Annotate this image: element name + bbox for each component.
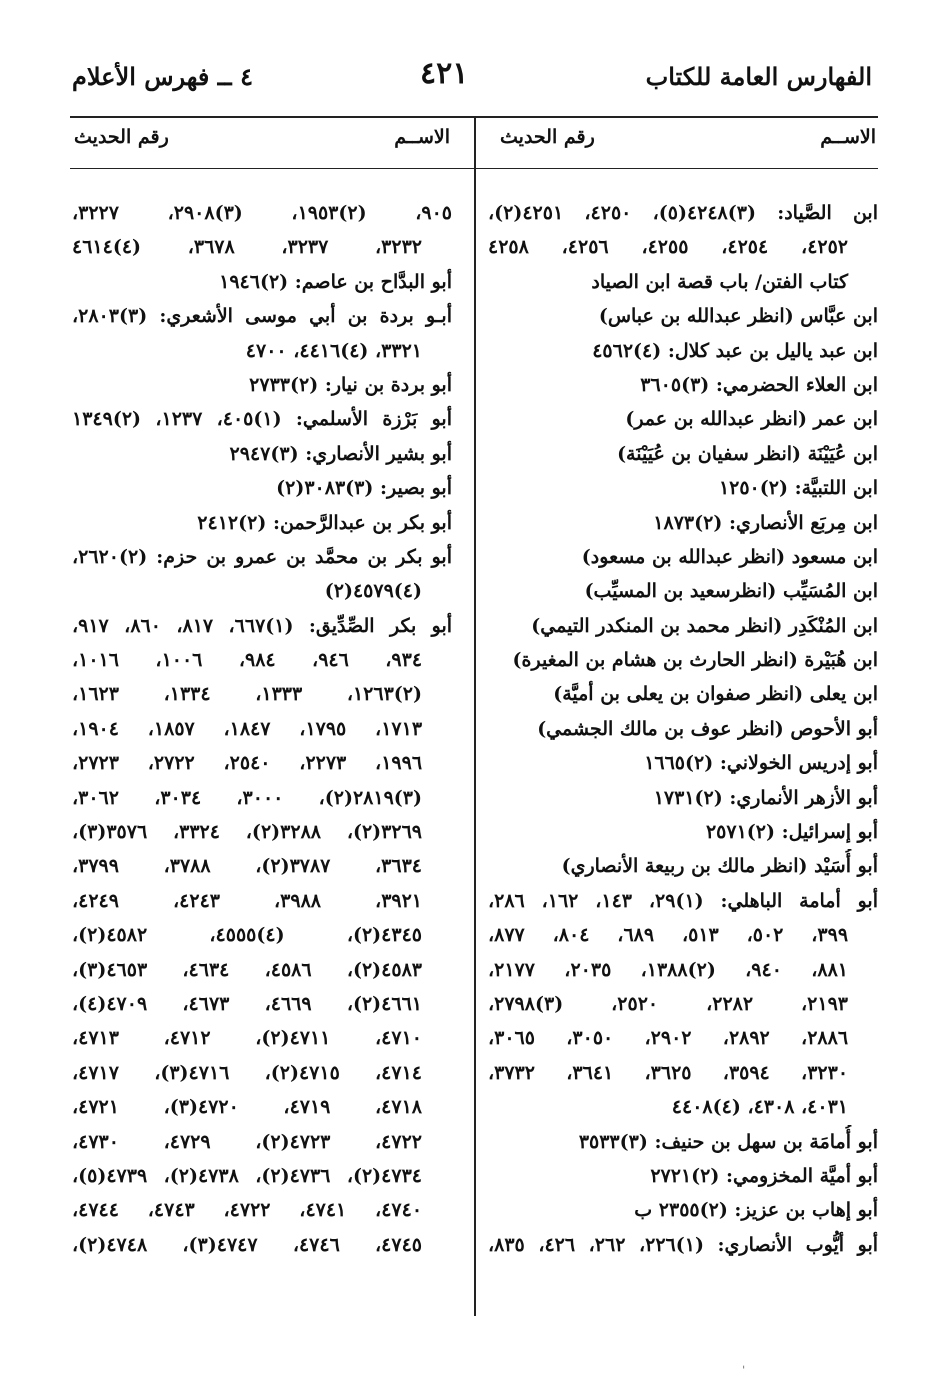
index-line: ابن هُبَيْرة (انظر الحارث بن هشام بن المغيرة) — [512, 649, 878, 672]
index-line: أبو أميَّة المخزومي: (٢)٢٧٢١ — [650, 1164, 878, 1187]
scan-mark: ˌ — [742, 1356, 746, 1370]
index-line: أبو أيُّوب الأنصاري: (١)٢٢٦، ٢٦٢، ٤٢٦، ٨٣٥، — [488, 1233, 878, 1256]
index-line: ابن يعلى (انظر صفوان بن يعلى بن أميَّة) — [553, 683, 878, 706]
index-line: أبو بكر بن محمَّد بن عمرو بن حزم: (٢)٢٦٢٠، — [72, 545, 452, 568]
index-line: ٤٧٣٤(٢)، ٤٧٣٦(٢)، ٤٧٣٨(٢)، ٤٧٣٩(٥)، — [72, 1164, 422, 1187]
index-line: أبو إهاب بن عزيز: (٢)٢٣٥٥ ب — [634, 1199, 878, 1222]
index-line: ٣٣٢١، (٤)٤٤١٦، ٤٧٠٠ — [245, 339, 422, 362]
index-line: ابن عبد ياليل بن عبد كلال: (٤)٤٥٦٢ — [592, 339, 878, 362]
running-title: الفهارس العامة للكتاب — [645, 62, 872, 91]
index-line: ٢٨٨٦، ٢٨٩٢، ٢٩٠٢، ٣٠٥٠، ٣٠٦٥، — [488, 1027, 849, 1050]
left-name-label: الاســم — [394, 126, 450, 148]
index-line: ٤٢٥٢، ٤٢٥٤، ٤٢٥٥، ٤٢٥٦، ٤٢٥٨ — [488, 236, 849, 259]
right-number-label: رقم الحديث — [500, 126, 595, 148]
index-line: ابن العلاء الحضرمي: (٣)٣٦٠٥ — [640, 373, 878, 396]
index-line: ٣٢٣٢، ٣٢٣٧، ٣٦٧٨، (٤)٤٦١٤ — [72, 236, 422, 259]
index-line: (٤)٤٥٧٩(٢) — [324, 580, 422, 603]
index-line: ابن مِربَع الأنصاري: (٢)١٨٧٣ — [653, 511, 878, 534]
index-line: ٩٣٤، ٩٤٦، ٩٨٤، ١٠٠٦، ١٠١٦، — [72, 649, 423, 672]
index-line: أبو بشير الأنصاري: (٣)٢٩٤٧ — [229, 442, 452, 465]
index-line: ٣٦٣٤، ٣٧٨٧(٢)، ٣٧٨٨، ٣٧٩٩، — [72, 855, 422, 878]
index-line: ابن المُنْكَدِر (انظر محمد بن المنكدر التيمي) — [531, 614, 878, 637]
index-line: (٣)٢٨١٩(٢)، ٣٠٠٠، ٣٠٣٤، ٣٠٦٢، — [72, 786, 422, 809]
index-line: أبو الأزهر الأنماري: (٢)١٧٣١ — [653, 786, 878, 809]
right-index-column — [488, 196, 878, 1262]
index-line: أبو بردة بن نيار: (٢)٢٧٣٣ — [249, 373, 452, 396]
index-line: ٣٢٣٠، ٣٥٩٤، ٣٦٢٥، ٣٦٤١، ٣٧٣٢، — [488, 1061, 849, 1084]
right-name-label: الاســم — [820, 126, 876, 148]
index-line: أبو إسرائيل: (٢)٢٥٧١ — [705, 821, 878, 844]
index-line: ٣٩٩، ٥٠٢، ٥١٣، ٦٨٩، ٨٠٤، ٨٧٧، — [488, 924, 849, 947]
index-line: ابن عبَّاس (انظر عبدالله بن عباس) — [598, 305, 878, 328]
index-line: ١٧١٣، ١٧٩٥، ١٨٤٧، ١٨٥٧، ١٩٠٤، — [72, 717, 423, 740]
index-line: أبو أُسَيْد (انظر مالك بن ربيعة الأنصاري) — [561, 855, 878, 878]
index-line: أبو بصير: (٣)٣٠٨٣(٢) — [276, 477, 452, 500]
index-line: ابن عمر (انظر عبدالله بن عمر) — [625, 408, 878, 431]
index-line: ٤٧١٠، ٤٧١١(٢)، ٤٧١٢، ٤٧١٣، — [72, 1027, 422, 1050]
index-line: ٤٦٦١(٢)، ٤٦٦٩، ٤٦٧٣، ٤٧٠٩(٤)، — [72, 992, 422, 1015]
index-line: أبو أمامة الباهلي: (١)٢٩، ١٤٣، ١٦٢، ٢٨٦، — [488, 889, 878, 912]
index-line: ٤٧١٨، ٤٧١٩، ٤٧٢٠(٣)، ٤٧٢١، — [72, 1096, 422, 1119]
index-line: كتاب الفتن/ باب قصة ابن الصياد — [591, 270, 848, 293]
index-line: أبو بكر الصِّدِّيق: (١)٦٦٧، ٨١٧، ٨٦٠، ٩١٧، — [72, 614, 452, 637]
index-line: أبو بكر بن عبدالرَّحمن: (٢)٢٤١٢ — [197, 511, 452, 534]
index-line: ١٩٩٦، ٢٢٧٣، ٢٥٤٠، ٢٧٢٢، ٢٧٢٣، — [72, 752, 423, 775]
index-line: ابن عُيَيْنَة (انظر سفيان بن عُيَيْنَة) — [617, 442, 878, 465]
index-line: أبـو بردة بن أبي موسى الأشعري: (٣)٢٨٠٣، — [72, 305, 452, 328]
index-line: ٤٥٨٣(٢)، ٤٥٨٦، ٤٦٣٤، ٤٦٥٣(٣)، — [72, 958, 422, 981]
index-line: ٤٧٤٠، ٤٧٤١، ٤٧٢٢، ٤٧٤٣، ٤٧٤٤، — [72, 1199, 423, 1222]
index-line: ٣٢٦٩(٢)، ٣٢٨٨(٢)، ٣٣٢٤، ٣٥٧٦(٣)، — [72, 821, 422, 844]
index-line: ٢١٩٣، ٢٢٨٢، ٢٥٢٠، (٣)٢٧٩٨، — [488, 992, 848, 1015]
index-line: ابن اللتبيَّة: (٢)١٢٥٠ — [718, 477, 878, 500]
index-line: ٣٩٢١، ٣٩٨٨، ٤٢٤٣، ٤٢٤٩، — [72, 889, 423, 912]
index-line: ابن المُسَيِّب (انظرسعيد بن المسيِّب) — [584, 580, 878, 603]
page-number: ٤٢١ — [420, 56, 469, 91]
index-line: ابن مسعود (انظر عبدالله بن مسعود) — [581, 545, 878, 568]
index-line: أبو الأحوص (انظر عوف بن مالك الجشمي) — [537, 717, 878, 740]
index-line: ٩٠٥، (٢)١٩٥٣، (٣)٢٩٠٨، ٣٢٢٧، — [72, 202, 452, 224]
index-line: ٤٣٤٥(٢)، (٤)٤٥٥٥، ٤٥٨٢(٢)، — [72, 924, 422, 947]
index-line: أبو بَرْزة الأسلمي: (١)٤٠٥، ١٢٣٧، (٢)١٣٤٩ — [72, 408, 452, 431]
index-line: أبو البدَّاح بن عاصم: (٢)١٩٤٦ — [219, 270, 452, 293]
index-line: ٤٠٣١، ٤٣٠٨، (٤)٤٤٠٨ — [671, 1096, 848, 1119]
index-line: ٤٧٢٢، ٤٧٢٣(٢)، ٤٧٢٩، ٤٧٣٠، — [72, 1130, 422, 1153]
column-divider — [474, 116, 476, 1316]
left-index-column — [72, 196, 452, 1262]
index-line: أبو أُمامَة بن سهل بن حنيف: (٣)٣٥٣٣ — [578, 1130, 878, 1153]
left-number-label: رقم الحديث — [74, 126, 169, 148]
index-line: ابن الصَّياد: (٣)٤٢٤٨(٥)، ٤٢٥٠، ٤٢٥١(٢)، — [488, 202, 878, 224]
section-title: ٤ ــ فهرس الأعلام — [72, 62, 253, 91]
index-line: (٢)١٢٦٣، ١٣٣٣، ١٣٣٤، ١٦٢٣، — [72, 683, 423, 706]
index-line: ٤٧١٤، ٤٧١٥(٢)، ٤٧١٦(٣)، ٤٧١٧، — [72, 1061, 422, 1084]
index-line: ٨٨١، ٩٤٠، (٢)١٣٨٨، ٢٠٣٥، ٢١٧٧، — [488, 958, 849, 981]
index-line: ٤٧٤٥، ٤٧٤٦، ٤٧٤٧(٣)، ٤٧٤٨(٢)، — [72, 1233, 422, 1256]
index-line: أبو إدريس الخولاني: (٢)١٦٦٥ — [644, 752, 878, 775]
